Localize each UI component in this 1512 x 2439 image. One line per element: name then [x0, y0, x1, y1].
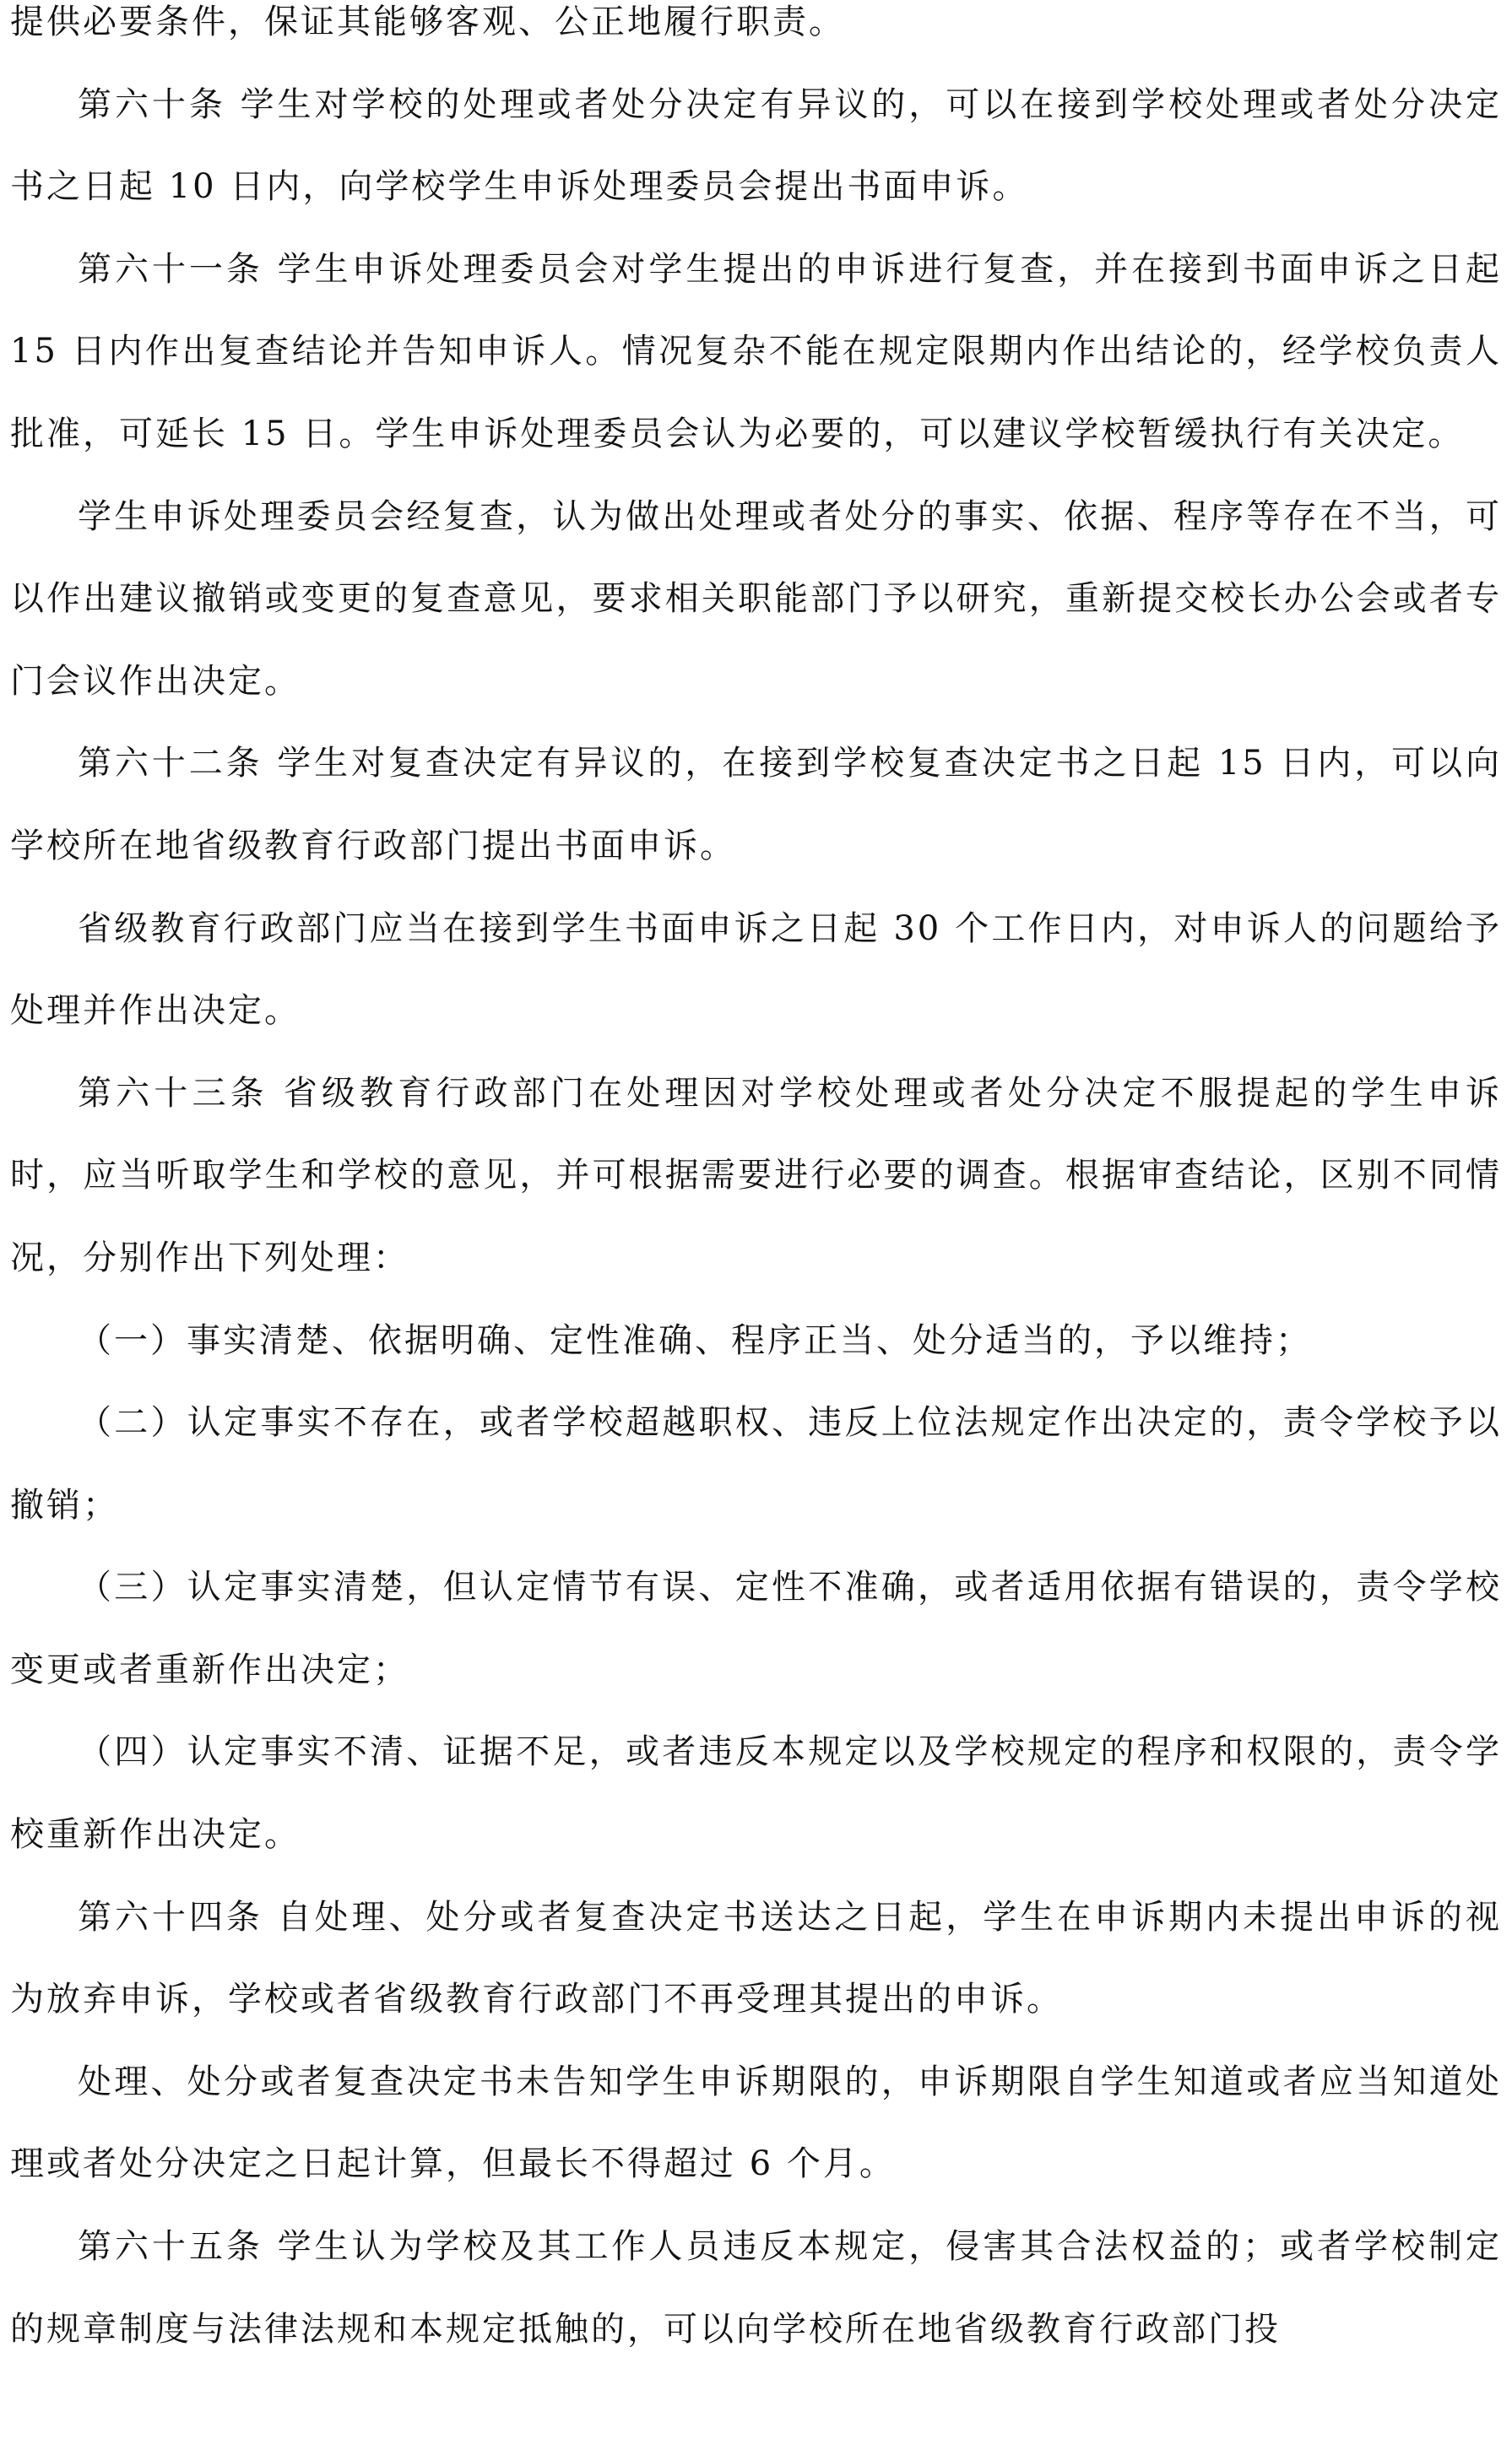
paragraph-article-64-deadline: 处理、处分或者复查决定书未告知学生申诉期限的，申诉期限自学生知道或者应当知道处理或者处分决定之日起计算，但最长不得超过 6 个月。 — [10, 2062, 1502, 2184]
paragraph-article-62-decision: 省级教育行政部门应当在接到学生书面申诉之日起 30 个工作日内，对申诉人的问题给予处理并作出决定。 — [10, 908, 1502, 1031]
paragraph-article-64: 第六十四条 自处理、处分或者复查决定书送达之日起，学生在申诉期内未提出申诉的视为放弃申诉，学校或者省级教育行政部门不再受理其提出的申诉。 — [10, 1897, 1502, 2019]
paragraph-article-63-item-3: （三）认定事实清楚，但认定情节有误、定性不准确，或者适用依据有错误的，责令学校变更或者重新作出决定； — [10, 1568, 1502, 1689]
paragraph-article-63-item-2: （二）认定事实不存在，或者学校超越职权、违反上位法规定作出决定的，责令学校予以撤销； — [10, 1403, 1502, 1525]
paragraph-article-65: 第六十五条 学生认为学校及其工作人员违反本规定，侵害其合法权益的；或者学校制定的规章制度与法律法规和本规定抵触的，可以向学校所在地省级教育行政部门投 — [10, 2227, 1502, 2349]
paragraph-article-63-item-4: （四）认定事实不清、证据不足，或者违反本规定以及学校规定的程序和权限的，责令学校重新作出决定。 — [10, 1732, 1502, 1855]
paragraph-article-60: 第六十条 学生对学校的处理或者处分决定有异议的，可以在接到学校处理或者处分决定书之日起 10 日内，向学校学生申诉处理委员会提出书面申诉。 — [10, 84, 1502, 207]
paragraph-article-63-item-1: （一）事实清楚、依据明确、定性准确、程序正当、处分适当的，予以维持； — [78, 1320, 1312, 1360]
paragraph-article-62: 第六十二条 学生对复查决定有异议的，在接到学校复查决定书之日起 15 日内，可以向学校所在地省级教育行政部门提出书面申诉。 — [10, 744, 1502, 865]
paragraph-article-61: 第六十一条 学生申诉处理委员会对学生提出的申诉进行复查，并在接到书面申诉之日起 15 日内作出复查结论并告知申诉人。情况复杂不能在规定限期内作出结论的，经学校负责人批准，可延长 15 日。学生申诉处理委员会认为必要的，可以建议学校暂缓执行有关决定。 — [10, 249, 1502, 453]
paragraph-article-63: 第六十三条 省级教育行政部门在处理因对学校处理或者处分决定不服提起的学生申诉时，应当听取学生和学校的意见，并可根据需要进行必要的调查。根据审查结论，区别不同情况，分别作出下列处理： — [10, 1073, 1502, 1277]
paragraph-article-61-review: 学生申诉处理委员会经复查，认为做出处理或者处分的事实、依据、程序等存在不当，可以作出建议撤销或变更的复查意见，要求相关职能部门予以研究，重新提交校长办公会或者专门会议作出决定。 — [10, 496, 1502, 701]
paragraph-continuation: 提供必要条件，保证其能够客观、公正地履行职责。 — [10, 3, 845, 41]
